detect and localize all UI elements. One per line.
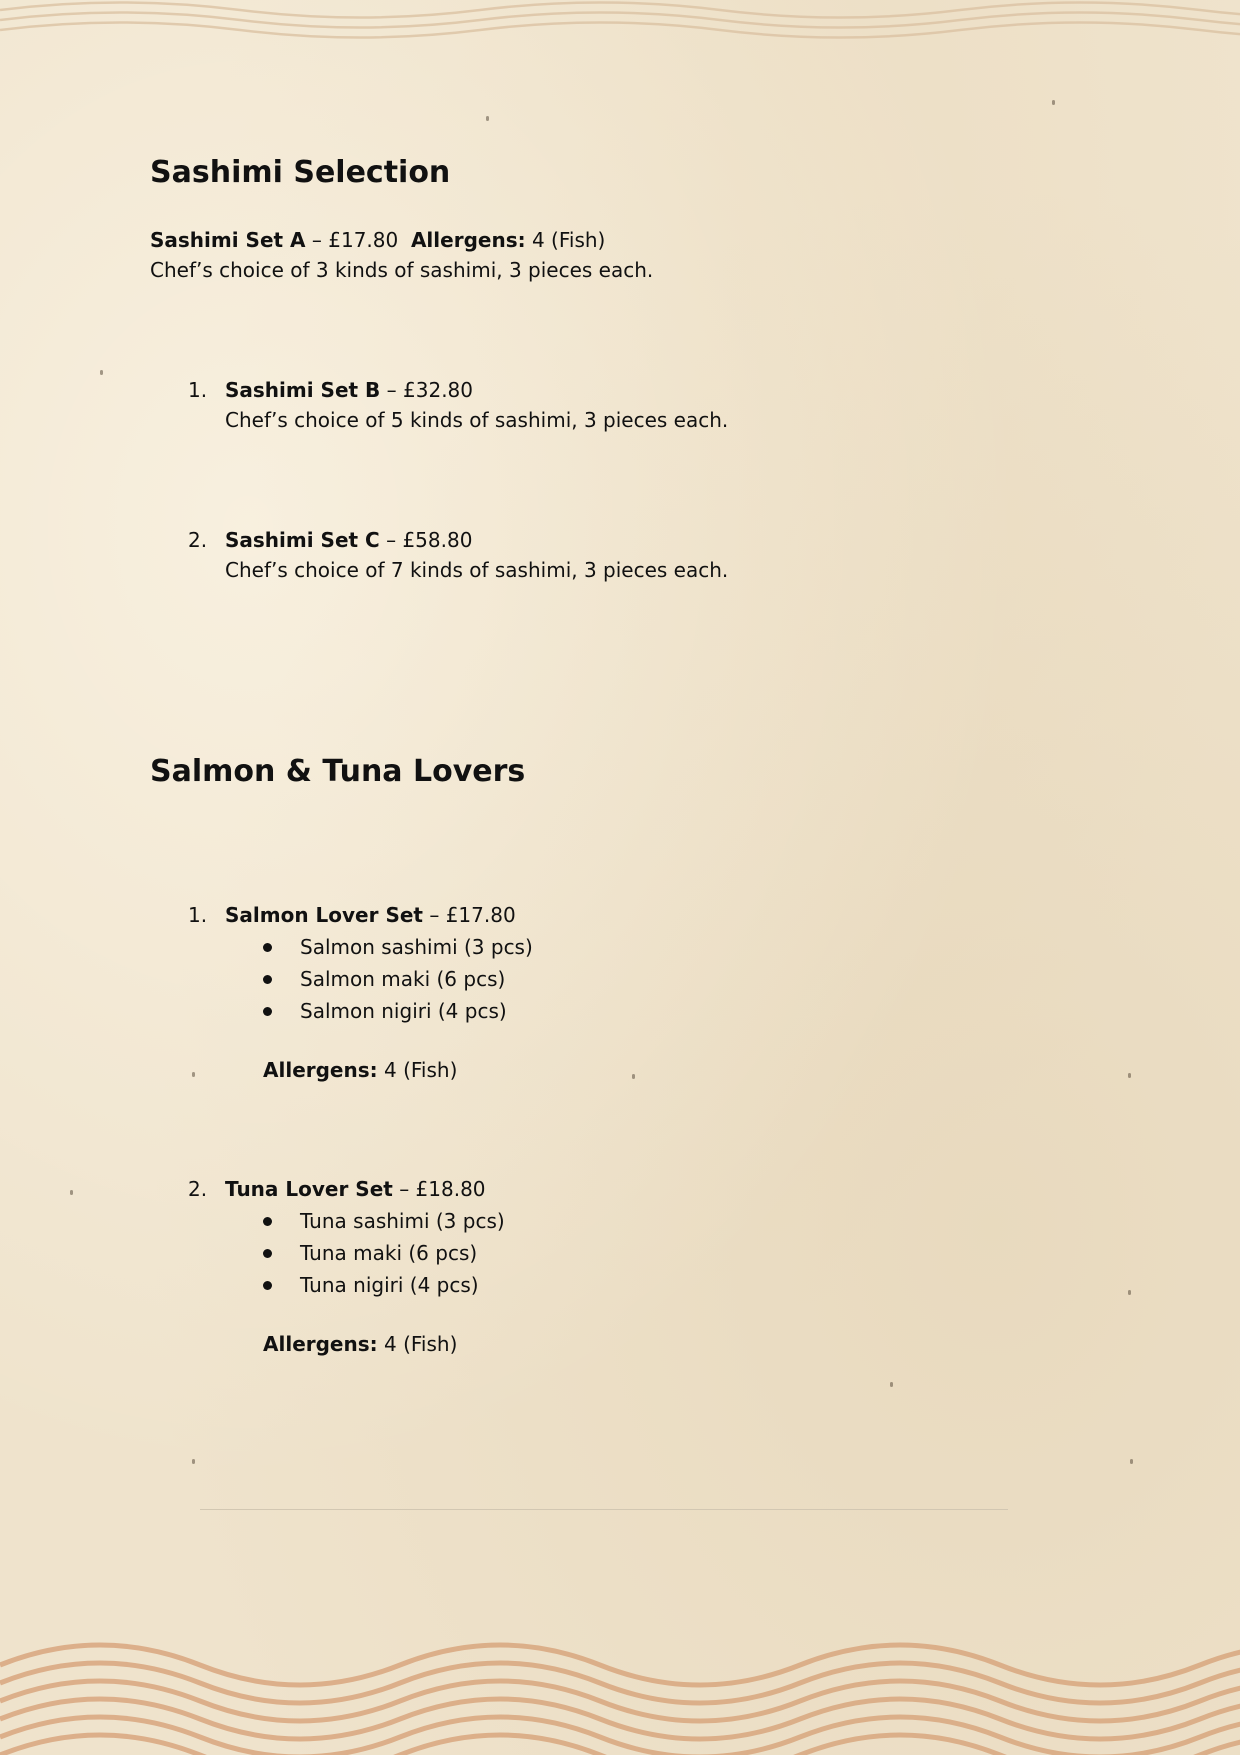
item-price: – £58.80 [386,528,473,552]
set-content-item: Tuna sashimi (3 pcs) [300,1209,505,1233]
bullet-dot [263,1007,272,1016]
item-price: – £32.80 [386,378,473,402]
bullet-dot [263,943,272,952]
allergens-label: Allergens: [410,228,526,252]
section-title-sashimi: Sashimi Selection [150,155,451,190]
list-number: 1. [188,378,208,402]
item-name: Sashimi Set B [225,378,381,402]
set-content-item: Tuna nigiri (4 pcs) [300,1273,479,1297]
bullet-dot [263,1249,272,1258]
sashimi-set-b-line [225,376,473,404]
set-content-item: Salmon nigiri (4 pcs) [300,999,507,1023]
tuna-lover-set-line [225,1175,486,1203]
bullet-dot [263,1281,272,1290]
bullet-dot [263,975,272,984]
item-name: Sashimi Set A [150,228,306,252]
section-title-salmon-tuna: Salmon & Tuna Lovers [150,754,526,789]
allergens-line [263,1056,457,1084]
list-number: 2. [188,1177,208,1201]
list-number: 1. [188,903,208,927]
item-name: Salmon Lover Set [225,903,423,927]
allergens-label: Allergens: [263,1332,378,1356]
allergens-label: Allergens: [263,1058,378,1082]
item-name: Tuna Lover Set [225,1177,393,1201]
bullet-dot [263,1217,272,1226]
item-price: – £17.80 [429,903,516,927]
allergens-value: 4 (Fish) [384,1332,458,1356]
salmon-lover-set-line [225,901,516,929]
allergens-value: 4 (Fish) [531,228,606,252]
sashimi-set-a-line [150,226,605,254]
item-name: Sashimi Set C [225,528,380,552]
item-price: – £17.80 [311,228,399,252]
divider [200,1509,1008,1510]
item-description: Chef’s choice of 3 kinds of sashimi, 3 pieces each. [150,258,654,282]
set-content-item: Salmon sashimi (3 pcs) [300,935,533,959]
item-price: – £18.80 [399,1177,486,1201]
sashimi-set-c-line [225,526,472,554]
allergens-value: 4 (Fish) [384,1058,458,1082]
allergens-line [263,1330,457,1358]
set-content-item: Salmon maki (6 pcs) [300,967,506,991]
item-description: Chef’s choice of 7 kinds of sashimi, 3 pieces each. [225,558,729,582]
set-content-item: Tuna maki (6 pcs) [300,1241,478,1265]
item-description: Chef’s choice of 5 kinds of sashimi, 3 pieces each. [225,408,729,432]
list-number: 2. [188,528,208,552]
